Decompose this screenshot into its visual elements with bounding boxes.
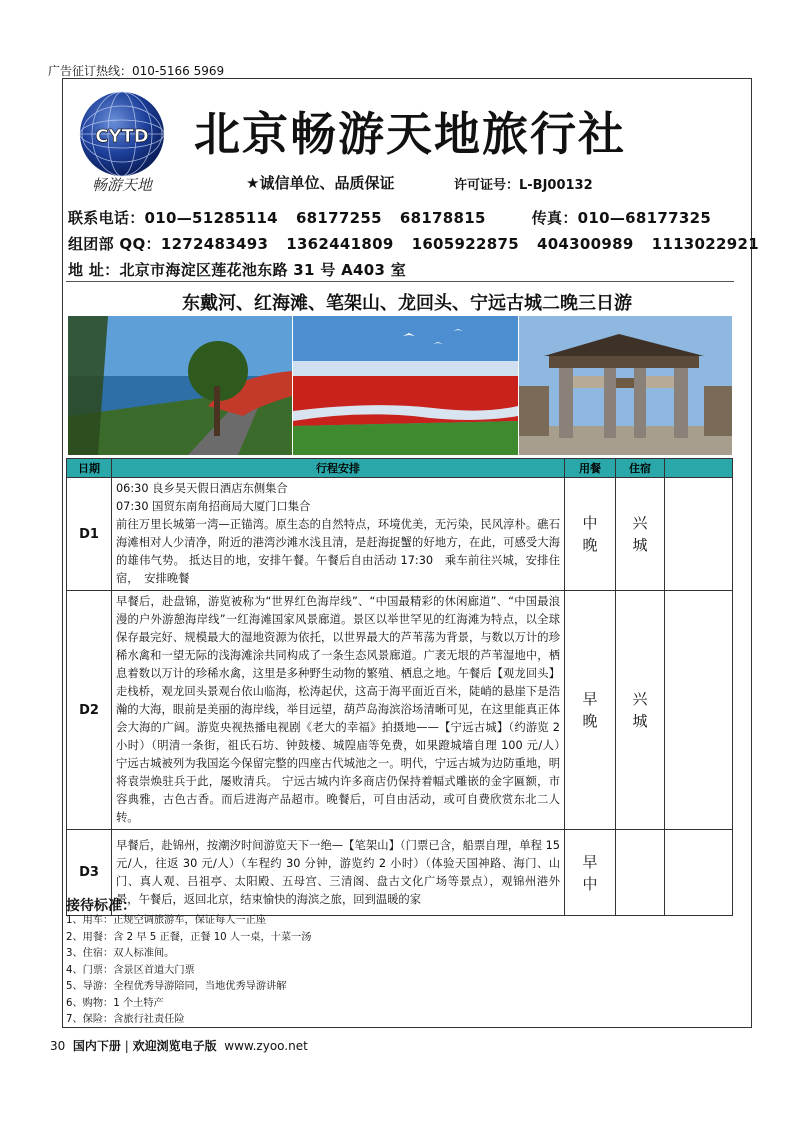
meal-cell: 中 晚 <box>565 478 616 591</box>
day-cell: D2 <box>67 591 112 830</box>
logo-caption: 畅游天地 <box>91 176 153 194</box>
qq-number: 1113022921 <box>651 235 759 253</box>
contact-phone-line <box>68 207 729 228</box>
footer-url[interactable]: www.zyoo.net <box>224 1039 308 1053</box>
standard-item: 6、购物：1 个土特产 <box>66 997 164 1009</box>
fax-label: 传真： <box>531 209 578 227</box>
schedule-cell <box>112 591 572 830</box>
phone-number: 010—51285114 <box>144 209 278 227</box>
fax-number: 010—68177325 <box>577 209 712 227</box>
standard-item: 3、住宿：双人标准间。 <box>66 948 175 959</box>
day-cell: D3 <box>67 830 112 916</box>
standards-title: 接待标准： <box>66 898 136 914</box>
address-label: 地 址： <box>68 261 120 279</box>
header-stay: 住宿 <box>616 459 665 478</box>
divider <box>66 281 734 282</box>
schedule-cell <box>112 830 565 916</box>
schedule-line: 早餐后，赴锦州，按潮汐时间游览天下一绝—【笔架山】（门票已含，船票自理，单程 15 元/人，往返 30 元/人）（车程约 30 分钟，游览约 2 小时）（体验天国神路、海门、山门、真人观、吕祖亭、太阳殿、五母宫、三清阁、盘古文化广场等景点），观锦州港外景，午餐后，返回北京，结束愉快的海滨之旅，回到温暖的家 <box>116 838 560 906</box>
day-cell: D1 <box>67 478 112 591</box>
qq-number: 1272483493 <box>160 235 269 253</box>
standard-item: 4、门票：含景区首道大门票 <box>66 964 195 976</box>
itinerary-table <box>66 458 733 916</box>
header-schedule: 行程安排 <box>112 459 565 478</box>
blank-cell <box>665 478 733 591</box>
header-blank <box>665 459 733 478</box>
meal-cell: 早 中 <box>565 830 616 916</box>
meal-cell: 早 晚 <box>565 591 616 830</box>
ad-hotline: 广告征订热线：010-5166 5969 <box>48 64 225 78</box>
schedule-cell <box>112 478 565 591</box>
schedule-line: 早餐后，赴盘锦，游览被称为“世界红色海岸线”、“中国最精彩的休闲廊道”、“中国最浪漫的户外游憩海岸线”一红海滩国家风景廊道。景区以举世罕见的红海滩为特点，以全球保存最完好、规模最大的湿地资源为依托，以世界最大的芦苇荡为背景，与数以万计的珍稀水禽和一望无际的浅海滩涂共同构成了一条生态风景廊道。广袤无垠的芦苇湿地中，栖息着数以万计的珍稀水禽，这里是多种野生动物的繁殖、栖息之地。午餐后【观龙回头】走栈桥，观龙回头景观台依山临海，松涛起伏，这高于海平面近百米，陡峭的悬崖下是浩瀚的大海，眼前是美丽的海岸线，举目远望，葫芦岛海滨浴场清晰可见，在这里能真正体会大海的广阔。游览央视热播电视剧《老大的幸福》拍摄地——【宁远古城】（约游览 2 小时）（明清一条街，祖氏石坊、钟鼓楼、城隍庙等免费，如果蹬城墙自理 100 元/人） 宁远古城被列为我国迄今保留完整的四座古代城池之一。明代，宁远古城为边防重地，明将袁崇焕驻兵于此，屡败清兵。 宁远古城内许多商店仍保持着幅式雕嵌的金字匾额，市容典雅，古色古香。而后进海产品超市。晚餐后，可自由活动，或可自费欣赏东北二人转。 <box>116 595 572 824</box>
ancient-city-gate-photo <box>519 316 732 455</box>
contact-qq-line <box>68 233 777 254</box>
section-name: 国内下册 <box>72 1039 121 1053</box>
schedule-line: 06:30 良乡昊天假日酒店东侧集合 <box>116 482 288 495</box>
qq-number: 404300989 <box>536 235 634 253</box>
table-row-d1 <box>67 478 733 591</box>
stay-cell <box>616 830 665 916</box>
red-beach-photo <box>293 316 518 455</box>
qq-label: 组团部 QQ： <box>68 235 161 253</box>
page-footer: 30 国内下册 | 欢迎浏览电子版 www.zyoo.net <box>50 1039 308 1053</box>
standard-item: 1、用车：正规空调旅游车，保证每人一正座 <box>66 915 267 926</box>
standards-list <box>66 913 311 1029</box>
footer-slogan: 欢迎浏览电子版 <box>132 1039 217 1053</box>
phone-label: 联系电话： <box>68 209 145 227</box>
route-title: 东戴河、红海滩、笔架山、龙回头、宁远古城二晚三日游 <box>182 293 632 314</box>
standard-item: 7、保险：含旅行社责任险 <box>66 1014 185 1025</box>
header-day: 日期 <box>67 459 112 478</box>
table-row-d2 <box>67 591 733 830</box>
stay-cell: 兴 城 <box>616 591 665 830</box>
phone-number: 68177255 <box>295 209 382 227</box>
phone-number: 68178815 <box>399 209 486 227</box>
contact-address-line <box>68 259 424 280</box>
logo-text: CYTD <box>95 126 149 147</box>
standard-item: 5、导游：全程优秀导游陪同，当地优秀导游讲解 <box>66 981 287 992</box>
cytd-globe-logo <box>66 86 178 198</box>
table-header-row <box>67 459 733 478</box>
address: 北京市海淀区莲花池东路 31 号 A403 室 <box>119 261 407 279</box>
schedule-line: 前往万里长城第一湾—正锚湾。原生态的自然特点，环境优美，无污染，民风淳朴。礁石海滩相对人少清净，附近的港湾沙滩水浅且清，是赶海捉蟹的好地方，在此，可感受大海的雄伟气势。 抵达目的地，安排午餐。午餐后自由活动 17:30 乘车前往兴城，安排住宿， 安排晚餐 <box>116 518 560 585</box>
blank-cell <box>665 591 733 830</box>
schedule-line: 07:30 国贸东南角招商局大厦门口集合 <box>116 500 311 513</box>
slogan: ★诚信单位、品质保证 <box>246 174 395 192</box>
license-number: 许可证号：L-BJ00132 <box>454 178 593 193</box>
company-name: 北京畅游天地旅行社 <box>194 107 626 161</box>
blank-cell <box>665 830 733 916</box>
qq-number: 1605922875 <box>411 235 519 253</box>
table-row-d3 <box>67 830 733 916</box>
page-number: 30 <box>50 1039 66 1053</box>
stay-cell: 兴 城 <box>616 478 665 591</box>
qq-number: 1362441809 <box>286 235 394 253</box>
header-meal: 用餐 <box>565 459 616 478</box>
coastal-road-photo <box>68 316 292 455</box>
standard-item: 2、用餐：含 2 早 5 正餐，正餐 10 人一桌，十菜一汤 <box>66 931 312 943</box>
